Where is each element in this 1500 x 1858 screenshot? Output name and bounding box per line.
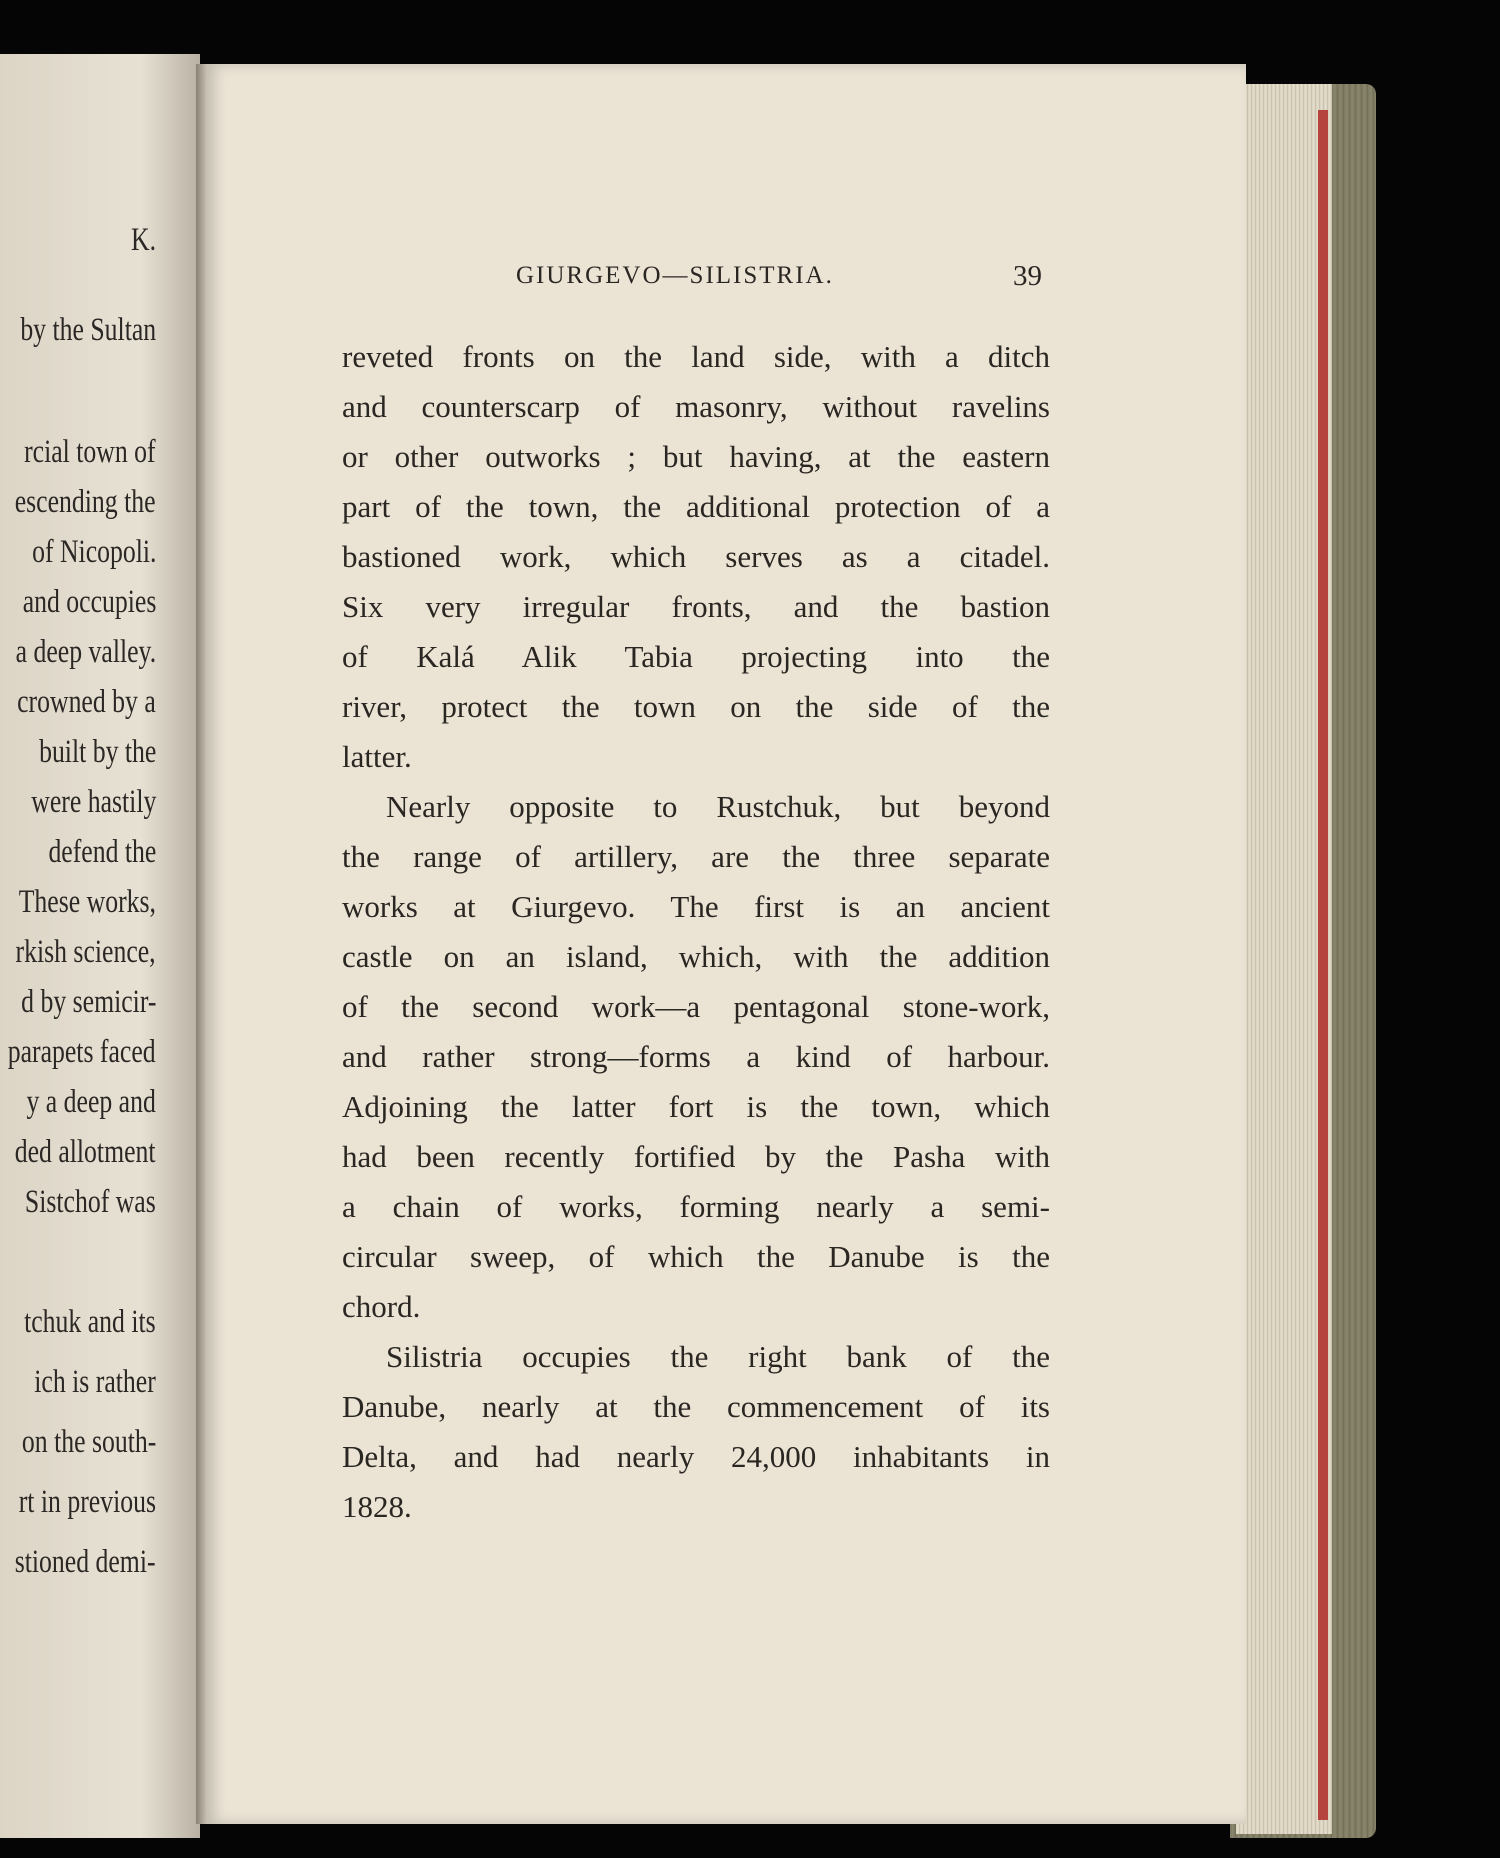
text-line: 1828. xyxy=(342,1489,412,1524)
left-page-line: by the Sultan xyxy=(20,312,156,348)
text-line: a chain of works, forming nearly a semi- xyxy=(342,1189,1050,1224)
left-page-line: crowned by a xyxy=(17,684,156,720)
text-line: had been recently fortified by the Pasha with xyxy=(342,1139,1050,1174)
text-line: Danube, nearly at the commencement of its xyxy=(342,1389,1050,1424)
left-page-line: stioned demi- xyxy=(15,1544,156,1580)
text-line: the range of artillery, are the three separate xyxy=(342,839,1050,874)
left-page-line: escending the xyxy=(15,484,156,520)
page-number: 39 xyxy=(1013,260,1042,292)
text-line: Six very irregular fronts, and the bastion xyxy=(342,589,1050,624)
left-page-line: defend the xyxy=(48,834,156,870)
left-page-line: built by the xyxy=(38,734,156,770)
text-line: Delta, and had nearly 24,000 inhabitants in xyxy=(342,1439,1050,1474)
running-head: GIURGEVO—SILISTRIA. xyxy=(516,262,834,289)
left-page-line: ich is rather xyxy=(34,1364,156,1400)
left-page-line: rcial town of xyxy=(24,434,156,470)
text-line: of the second work—a pentagonal stone-work, xyxy=(342,989,1050,1024)
text-line: chord. xyxy=(342,1289,421,1324)
text-line: part of the town, the additional protection of a xyxy=(342,489,1050,524)
text-line: latter. xyxy=(342,739,412,774)
left-page-line: These works, xyxy=(18,884,156,920)
left-page-line: parapets faced xyxy=(8,1034,156,1070)
text-line: reveted fronts on the land side, with a ditch xyxy=(342,339,1050,374)
left-page-line: on the south- xyxy=(21,1424,156,1460)
text-line: Adjoining the latter fort is the town, which xyxy=(342,1089,1050,1124)
text-line: river, protect the town on the side of the xyxy=(342,689,1050,724)
left-page-line: rkish science, xyxy=(15,934,156,970)
text-line: Nearly opposite to Rustchuk, but beyond xyxy=(386,789,1050,824)
text-line: circular sweep, of which the Danube is the xyxy=(342,1239,1050,1274)
left-page-line: d by semicir- xyxy=(20,984,156,1020)
left-page-line: K. xyxy=(130,222,156,258)
left-page xyxy=(0,54,200,1838)
left-page-line: a deep valley. xyxy=(15,634,156,670)
left-page-line: of Nicopoli. xyxy=(31,534,156,570)
text-line: Silistria occupies the right bank of the xyxy=(386,1339,1050,1374)
text-line: bastioned work, which serves as a citadel. xyxy=(342,539,1050,574)
text-line: castle on an island, which, with the addition xyxy=(342,939,1050,974)
left-page-line: Sistchof was xyxy=(25,1184,156,1220)
text-line: of Kalá Alik Tabia projecting into the xyxy=(342,639,1050,674)
text-line: works at Giurgevo. The first is an ancient xyxy=(342,889,1050,924)
left-page-line: and occupies xyxy=(22,584,156,620)
left-page-line: ded allotment xyxy=(15,1134,156,1170)
left-page-line: tchuk and its xyxy=(24,1304,156,1340)
text-line: and counterscarp of masonry, without ravelins xyxy=(342,389,1050,424)
text-line: or other outworks ; but having, at the eastern xyxy=(342,439,1050,474)
left-page-line: rt in previous xyxy=(18,1484,156,1520)
text-line: and rather strong—forms a kind of harbour. xyxy=(342,1039,1050,1074)
left-page-line: were hastily xyxy=(30,784,156,820)
red-page-edge xyxy=(1318,110,1328,1820)
left-page-line: y a deep and xyxy=(26,1084,156,1120)
